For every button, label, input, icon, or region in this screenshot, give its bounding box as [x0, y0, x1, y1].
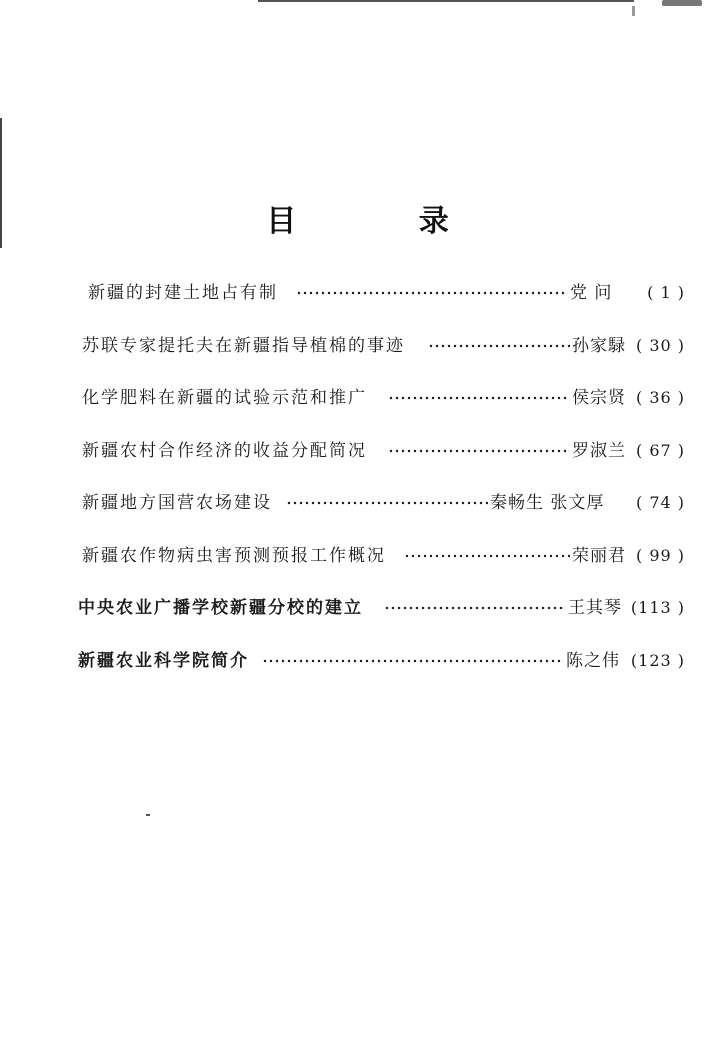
dot-leader — [388, 448, 570, 454]
toc-entry-title: 苏联专家提托夫在新疆指导植棉的事迹 — [82, 336, 405, 356]
toc-entry-title: 新疆农业科学院简介 — [78, 651, 249, 671]
toc-entry-page: ( 74 ) — [635, 493, 685, 512]
toc-entry-author: 王其琴 — [568, 598, 622, 618]
toc-entry-author: 侯宗贤 — [572, 388, 626, 408]
toc-entry-page: ( 1 ) — [647, 283, 685, 302]
toc-entry-title: 新疆地方国营农场建设 — [82, 493, 272, 513]
toc-entry-title: 新疆农村合作经济的收益分配简况 — [82, 441, 367, 461]
toc-entry-author: 陈之伟 — [566, 651, 620, 671]
toc-entry[interactable] — [0, 385, 715, 411]
dot-leader — [404, 553, 570, 559]
scan-artifact-top-line — [258, 0, 634, 2]
toc-entry-page: ( 30 ) — [635, 336, 685, 355]
dot-leader — [388, 395, 570, 401]
toc-entry[interactable] — [0, 490, 715, 516]
toc-entry-page: ( 36 ) — [635, 388, 685, 407]
toc-entry-author: 罗淑兰 — [572, 441, 626, 461]
toc-entry-page: ( 67 ) — [635, 441, 685, 460]
toc-entry-page: ( 99 ) — [635, 546, 685, 565]
toc-entry[interactable] — [0, 595, 715, 621]
toc-entry-title: 新疆的封建土地占有制 — [88, 283, 278, 303]
toc-entry[interactable] — [0, 543, 715, 569]
scan-artifact-tick — [632, 6, 635, 16]
scan-artifact-corner-mark — [662, 0, 702, 6]
dot-leader — [286, 500, 488, 506]
toc-entry-page: (123 ) — [630, 651, 685, 670]
toc-entry-title: 化学肥料在新疆的试验示范和推广 — [82, 388, 367, 408]
toc-title: 目 录 — [266, 204, 505, 239]
dot-leader — [262, 658, 564, 664]
dot-leader — [296, 290, 568, 296]
dot-leader — [428, 343, 570, 349]
toc-entry-author: 党 问 — [570, 283, 613, 303]
toc-entry-title: 新疆农作物病虫害预测预报工作概况 — [82, 546, 386, 566]
toc-entry-author: 荣丽君 — [572, 546, 626, 566]
toc-entry[interactable] — [0, 648, 715, 674]
toc-entry-author: 孙家騄 — [572, 336, 626, 356]
toc-entry[interactable] — [0, 333, 715, 359]
scan-artifact-dot — [146, 814, 150, 816]
toc-entry-title: 中央农业广播学校新疆分校的建立 — [78, 598, 363, 618]
toc-entry[interactable] — [0, 438, 715, 464]
dot-leader — [384, 605, 566, 611]
toc-entry[interactable] — [0, 280, 715, 306]
toc-entry-page: (113 ) — [630, 598, 685, 617]
toc-entry-author: 秦畅生 张文厚 — [490, 493, 605, 513]
